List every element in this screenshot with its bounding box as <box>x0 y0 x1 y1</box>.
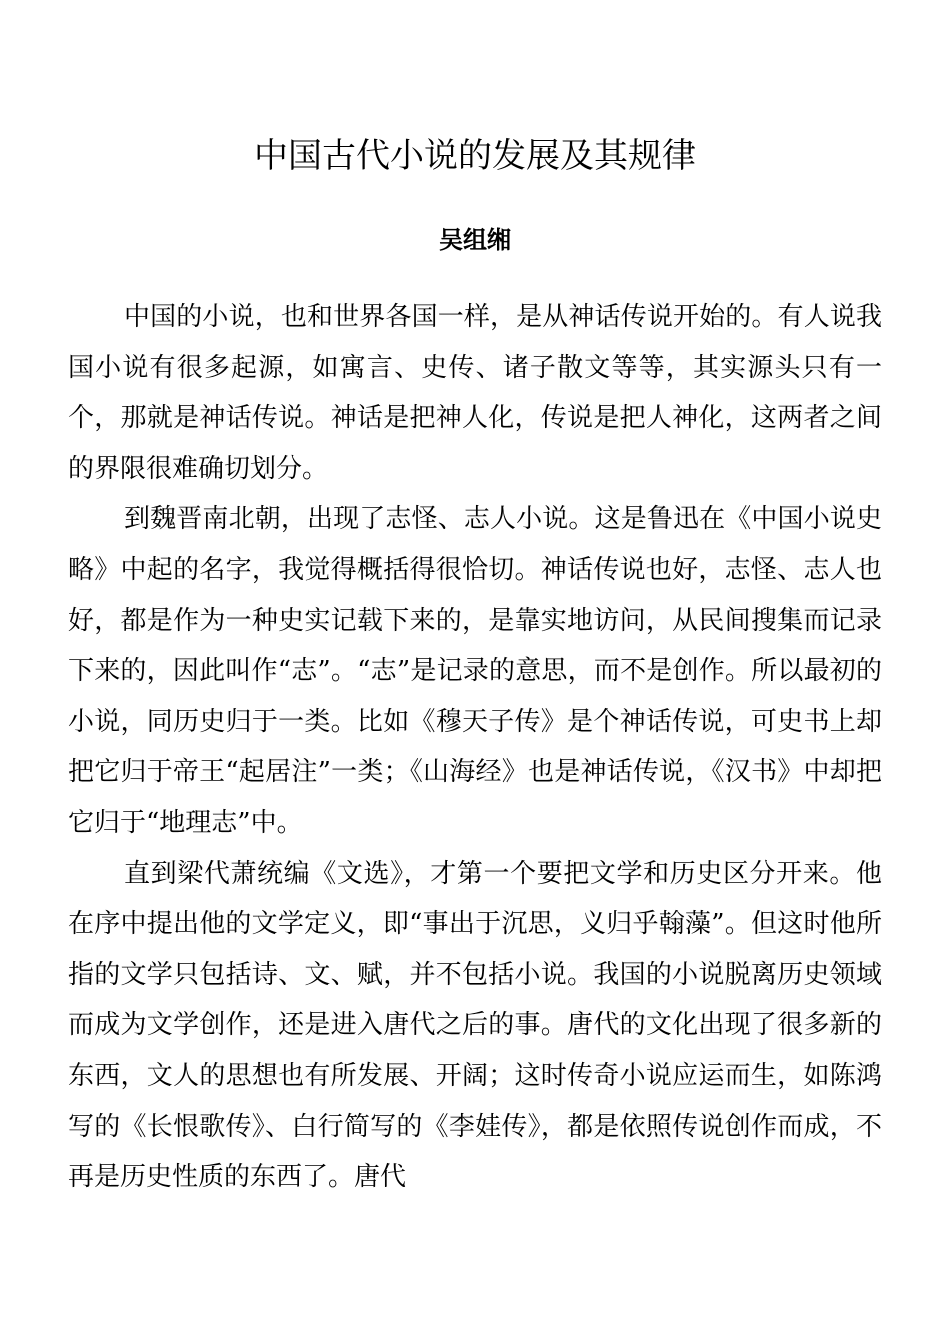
document-title: 中国古代小说的发展及其规律 <box>254 136 696 176</box>
document-body <box>68 292 882 1203</box>
paragraph-2: 到魏晋南北朝，出现了志怪、志人小说。这是鲁迅在《中国小说史略》中起的名字，我觉得概括得很恰切。神话传说也好，志怪、志人也好，都是作为一种史实记载下来的，是靠实地访问，从民间搜集而记录下来的，因此叫作“志”。“志”是记录的意思，而不是创作。所以最初的小说，同历史归于一类。比如《穆天子传》是个神话传说，可史书上却把它归于帝王“起居注”一类；《山海经》也是神话传说，《汉书》中却把它归于“地理志”中。 <box>68 504 882 838</box>
author-name: 吴组缃 <box>439 226 511 254</box>
paragraph-3: 直到梁代萧统编《文选》，才第一个要把文学和历史区分开来。他在序中提出他的文学定义，即“事出于沉思，义归乎翰藻”。但这时他所指的文学只包括诗、文、赋，并不包括小说。我国的小说脱离历史领域而成为文学创作，还是进入唐代之后的事。唐代的文化出现了很多新的东西，文人的思想也有所发展、开阔；这时传奇小说应运而生，如陈鸿写的《长恨歌传》、白行简写的《李娃传》，都是依照传说创作而成，不再是历史性质的东西了。唐代 <box>68 858 882 1193</box>
paragraph-1: 中国的小说，也和世界各国一样，是从神话传说开始的。有人说我国小说有很多起源，如寓言、史传、诸子散文等等，其实源头只有一个，那就是神话传说。神话是把神人化，传说是把人神化，这两者之间的界限很难确切划分。 <box>68 302 882 484</box>
